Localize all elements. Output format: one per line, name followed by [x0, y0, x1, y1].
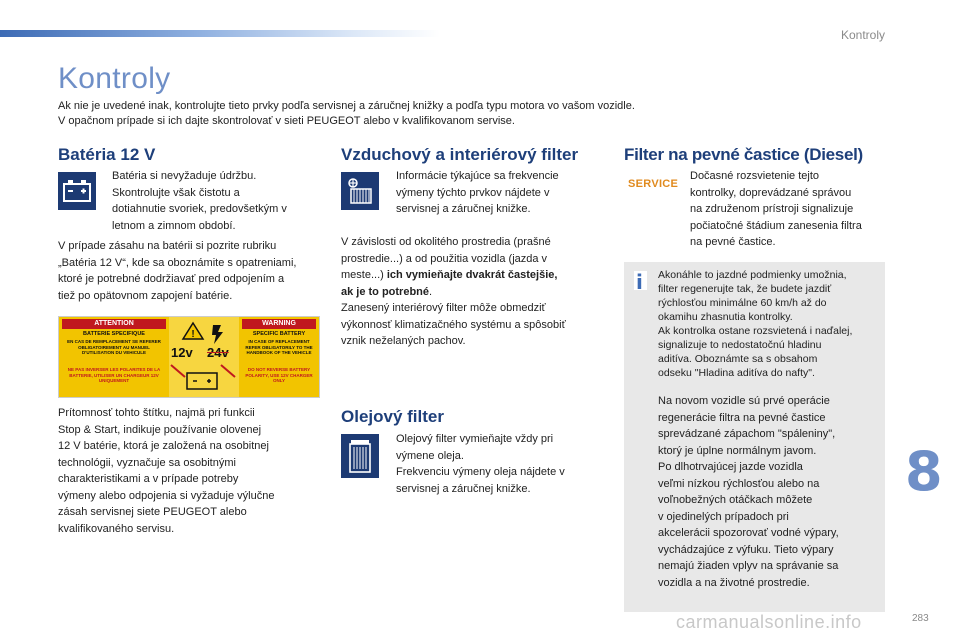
- text-line: „Batéria 12 V“, kde sa oboznámite s opatreniami,: [58, 256, 297, 269]
- text-line: na pevné častice.: [690, 236, 776, 248]
- text-line: Zanesený interiérový filter môže obmedziť: [341, 302, 546, 314]
- text-line: ktorý je úplne normálnym javom.: [658, 444, 817, 457]
- label-right-title: SPECIFIC BATTERY: [252, 331, 306, 337]
- text-line: V prípade zásahu na batérii si pozrite rubriku: [58, 240, 277, 252]
- text-line: aditíva. Oboznámte sa s obsahom: [658, 353, 818, 365]
- text-line: na združenom prístroji signalizuje: [690, 203, 854, 215]
- text-bold: ak je to potrebné: [341, 285, 430, 298]
- text-line: ktoré je potrebné dodržiavať pred odpojením a: [58, 273, 285, 285]
- service-warning-icon: SERVICE: [628, 178, 679, 190]
- text-line: Po dlhotrvajúcej jazde vozidla: [658, 461, 803, 473]
- text-line: vozidla a na životné prostredie.: [658, 576, 810, 589]
- battery-heading: Batéria 12 V: [58, 145, 156, 164]
- cabin-filter-paragraph-2: [341, 234, 611, 350]
- text-bold: ich vymieňajte dvakrát častejšie,: [386, 269, 558, 281]
- text-line: regenerácie filtra na pevné častice: [658, 411, 826, 424]
- text-line: kvalifikovaného servisu.: [58, 522, 175, 535]
- text-line: filter regenerujte tak, že budete jazdiť: [658, 283, 832, 295]
- text-line: signalizuje to nedostatočnú hladinu: [658, 339, 822, 351]
- text-line: servisnej a záručnej knižke.: [396, 203, 531, 215]
- text-line: okamihu zhasnutia kontrolky.: [658, 311, 793, 323]
- text-line: Olejový filter vymieňajte vždy pri: [396, 433, 554, 445]
- text-line: voľnobežných otáčkach môžete: [658, 494, 813, 506]
- text-line: akcelerácii spozorovať vodné výpary,: [658, 527, 839, 539]
- text-line: Ak kontrolka ostane rozsvietená i naďalej,: [658, 325, 853, 337]
- text-line: sprevádzané zápachom "spáleniny",: [658, 428, 836, 440]
- text-line: V závislosti od okolitého prostredia (prašné: [341, 236, 551, 248]
- text-line: dotiahnutie svoriek, predovšetkým v: [112, 203, 287, 215]
- text-line: vychádzajúce z výfuku. Tieto výpary: [658, 543, 834, 556]
- text-line: Dočasné rozsvietenie tejto: [690, 170, 820, 182]
- oil-filter-paragraph: [396, 431, 616, 497]
- text-line: výkonnosť klimatizačného systému a spôsobiť: [341, 318, 566, 331]
- top-gradient-bar: [0, 30, 440, 37]
- label-middle-panel: [169, 317, 239, 397]
- label-attention-header: ATTENTION: [62, 319, 166, 329]
- info-paragraph-1: [658, 268, 884, 380]
- text-line: letnom a zimnom období.: [112, 219, 236, 232]
- battery-paragraph-3: [58, 405, 328, 537]
- text-line: v ojedinelých prípadoch pri: [658, 510, 789, 523]
- intro-line: V opačnom prípade si ich dajte skontrolovať v sieti PEUGEOT alebo v kvalifikovanom servise.: [58, 115, 515, 127]
- text-line: kontrolky, doprevádzané správou: [690, 186, 852, 199]
- label-warning-header: WARNING: [242, 319, 316, 329]
- text-line: nemajú žiaden vplyv na správanie sa: [658, 560, 839, 572]
- label-right-text: IN CASE OF REPLACEMENT REFER OBLIGATORILY TO THE HANDBOOK OF THE VEHICLE: [245, 339, 313, 355]
- text-line: Stop & Start, indikuje používanie olovenej: [58, 423, 262, 436]
- text-plain: meste...): [341, 269, 387, 281]
- page-title: Kontroly: [58, 62, 171, 95]
- text-line: Frekvenciu výmeny oleja nájdete v: [396, 466, 565, 478]
- text-line: počiatočné štádium zanesenia filtra: [690, 219, 862, 232]
- info-icon: i: [636, 270, 643, 294]
- battery-icon: [58, 172, 96, 210]
- text-line: odseku "Hladina aditíva do nafty".: [658, 367, 815, 379]
- cabin-filter-paragraph-1: [396, 168, 606, 218]
- text-line: Akonáhle to jazdné podmienky umožnia,: [658, 269, 847, 281]
- text-line: [341, 284, 611, 301]
- particle-filter-heading: Filter na pevné častice (Diesel): [624, 145, 863, 164]
- intro-line: Ak nie je uvedené inak, kontrolujte tieto prvky podľa servisnej a záručnej knižky a podľa typu motora vo vašom vozidle.: [58, 100, 635, 112]
- svg-text:!: !: [191, 329, 195, 340]
- text-line: Informácie týkajúce sa frekvencie: [396, 170, 559, 182]
- text-line: Prítomnosť tohto štítku, najmä pri funkcii: [58, 407, 255, 419]
- battery-paragraph-2: [58, 238, 328, 304]
- watermark: carmanualsonline.info: [676, 612, 862, 632]
- battery-paragraph-1: [112, 168, 322, 234]
- label-24v: 24v: [207, 345, 229, 360]
- label-right-red-text: DO NOT REVERSE BATTERY POLARITY, USE 12V CHARGER ONLY: [245, 367, 313, 383]
- cabin-filter-heading: Vzduchový a interiérový filter: [341, 145, 579, 164]
- label-left-panel: [59, 317, 169, 397]
- oil-filter-heading: Olejový filter: [341, 407, 444, 426]
- particle-filter-paragraph: [690, 168, 890, 251]
- page-number: 283: [912, 613, 929, 624]
- intro-text: [58, 99, 878, 129]
- section-header: Kontroly: [840, 28, 885, 42]
- text-line: zásah servisnej siete PEUGEOT alebo: [58, 506, 247, 518]
- text-line: charakteristikami a v prípade potreby: [58, 473, 239, 485]
- text-line: servisnej a záručnej knižke.: [396, 482, 531, 495]
- label-left-red-text: NE PAS INVERSER LES POLARITES DE LA BATTERIE, UTILISER UN CHARGEUR 12V UNIQUEMENT: [67, 367, 161, 383]
- text-line: prostredie...) a od použitia vozidla (jazda v: [341, 252, 548, 265]
- label-left-text: EN CAS DE REMPLACEMENT SE REFERER OBLIGATOIREMENT AU MANUEL D'UTILISATION DU VEHICULE: [67, 339, 161, 355]
- text-line: výmeny týchto prvkov nájdete v: [396, 186, 550, 199]
- info-paragraph-2: [658, 393, 884, 591]
- label-12v: 12v: [171, 345, 193, 360]
- text-line: technológii, vyznačuje sa osobitnými: [58, 456, 236, 469]
- text-line: Batéria si nevyžaduje údržbu.: [112, 170, 257, 182]
- label-right-panel: [239, 317, 319, 397]
- text-line: veľmi nízkou rýchlosťou alebo na: [658, 477, 820, 490]
- oil-filter-icon: [341, 434, 379, 478]
- text-line: 12 V batérie, ktorá je založená na osobitnej: [58, 440, 269, 452]
- text-line: tiež po opätovnom zapojení batérie.: [58, 289, 233, 302]
- text-line: Skontrolujte však čistotu a: [112, 186, 240, 199]
- text-line: rýchlosťou minimálne 60 km/h až do: [658, 297, 827, 309]
- battery-warning-label: [58, 316, 320, 398]
- air-filter-icon: [341, 172, 379, 210]
- text-line: Na novom vozidle sú prvé operácie: [658, 395, 830, 407]
- text-line: [341, 267, 611, 284]
- text-line: výmeny alebo odpojenia si vyžaduje výlučne: [58, 489, 275, 502]
- text-line: vznik neželaných pachov.: [341, 335, 466, 347]
- text-line: výmene oleja.: [396, 449, 464, 462]
- chapter-number: 8: [905, 440, 943, 503]
- text-plain: .: [429, 285, 433, 298]
- label-left-title: BATTERIE SPECIFIQUE: [83, 331, 145, 337]
